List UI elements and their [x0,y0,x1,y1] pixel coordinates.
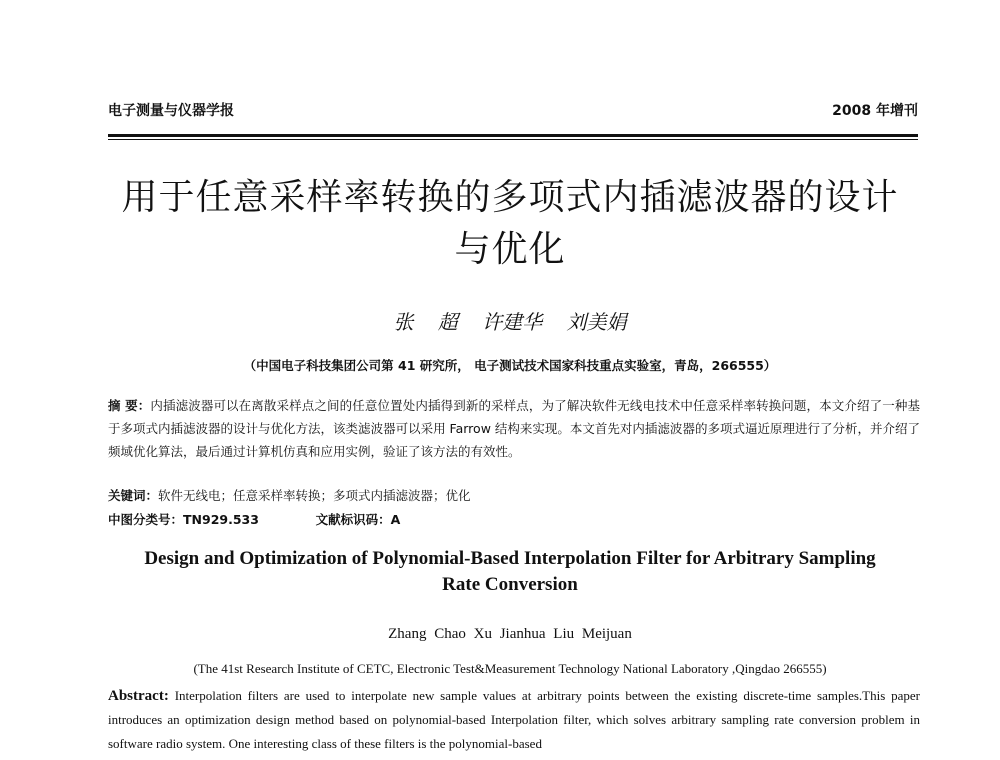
doc-code-value: A [390,512,401,527]
classification-line [108,510,920,528]
clc-value: TN929.533 [183,512,259,527]
clc-label: 中图分类号： [108,512,184,527]
header-rule-thin [108,139,918,140]
authors-english: Zhang Chao Xu Jianhua Liu Meijuan [388,626,632,642]
affiliation-english: (The 41st Research Institute of CETC, Electronic Test&Measurement Technology National Laboratory ,Qingdao 266555) [193,661,827,676]
journal-name: 电子测量与仪器学报 [108,103,234,119]
keywords-chinese [108,486,920,504]
title-english-line2: Rate Conversion [442,574,578,595]
abstract-english [108,684,920,756]
title-chinese [100,172,920,276]
header-rule-thick [108,134,918,137]
running-header [108,100,918,122]
affiliation-chinese: （中国电子科技集团公司第 41 研究所， 电子测试技术国家科技重点实验室，青岛，266555） [243,358,777,373]
abstract-chinese-label: 摘 要： [108,398,151,413]
abstract-chinese-text: 内插滤波器可以在离散采样点之间的任意位置处内插得到新的采样点，为了解决软件无线电技术中任意采样率转换问题，本文介绍了一种基于多项式内插滤波器的设计与优化方法，该类滤波器可以采用 Farrow 结构来实现。本文首先对内插滤波器的多项式逼近原理进行了分析，并介绍了频域优化算法，最后通过计算机仿真和应用实例，验证了该方法的有效性。 [108,398,920,459]
doc-code-label: 文献标识码： [315,512,391,527]
keywords-label: 关键词： [108,488,159,503]
abstract-chinese [108,394,920,463]
title-english-line1: Design and Optimization of Polynomial-Based Interpolation Filter for Arbitrary Sampling [144,548,876,569]
title-english [100,546,920,598]
authors-chinese: 张 超 许建华 刘美娟 [393,310,627,334]
abstract-english-text: Interpolation filters are used to interpolate new sample values at arbitrary points between the existing discrete-time samples.This paper introduces an optimization design method based on polynomial-based Interpolation filter, which solves arbitrary sampling rate conversion problem in software radio system. One interesting class of these filters is the polynomial-based [108,688,920,751]
title-chinese-line1: 用于任意采样率转换的多项式内插滤波器的设计 [121,177,899,218]
title-chinese-line2: 与优化 [454,229,566,270]
abstract-english-label: Abstract: [108,688,169,704]
issue-label: 2008 年增刊 [832,103,918,119]
keywords-text: 软件无线电；任意采样率转换；多项式内插滤波器；优化 [158,488,471,503]
